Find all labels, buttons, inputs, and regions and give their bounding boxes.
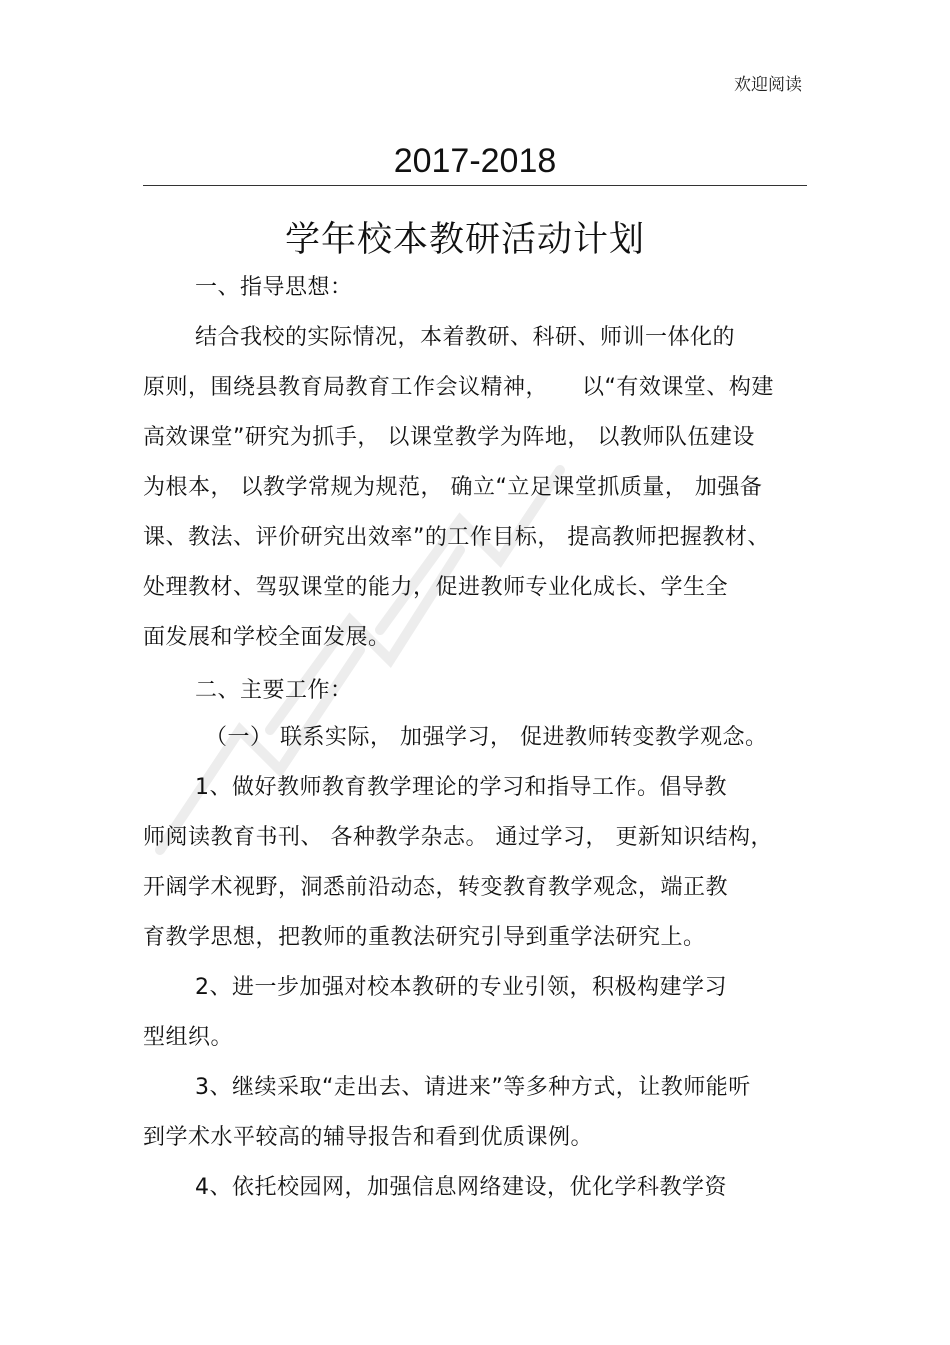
body-line: 2、进一步加强对校本教研的专业引领，积极构建学习	[195, 975, 727, 1000]
body-line: 为根本， 以教学常规为规范， 确立“立足课堂抓质量， 加强备	[143, 475, 763, 500]
body-line: 二、主要工作：	[195, 678, 353, 703]
body-line: （一） 联系实际， 加强学习， 促进教师转变教学观念。	[205, 725, 768, 750]
body-line: 开阔学术视野，洞悉前沿动态，转变教育教学观念，端正教	[143, 875, 729, 900]
body-line: 师阅读教育书刊、 各种教学杂志。 通过学习， 更新知识结构，	[143, 825, 773, 850]
body-line: 课、教法、评价研究出效率”的工作目标， 提高教师把握教材、	[143, 525, 770, 550]
body-line: 1、做好教师教育教学理论的学习和指导工作。倡导教	[195, 775, 727, 800]
body-line: 型组织。	[143, 1025, 234, 1050]
document-title: 学年校本教研活动计划	[285, 220, 646, 260]
body-line: 原则，围绕县教育局教育工作会议精神， 以“有效课堂、构建	[143, 375, 774, 400]
page-header: 欢迎阅读	[734, 75, 802, 95]
body-line: 3、继续采取“走出去、请进来”等多种方式，让教师能听	[195, 1075, 751, 1100]
body-line: 处理教材、驾驭课堂的能力，促进教师专业化成长、学生全	[143, 575, 729, 600]
body-line: 结合我校的实际情况，本着教研、科研、师训一体化的	[195, 325, 736, 350]
document-year: 2017-2018	[393, 142, 557, 180]
body-line: 高效课堂”研究为抓手， 以课堂教学为阵地， 以教师队伍建设	[143, 425, 755, 450]
body-line: 面发展和学校全面发展。	[143, 625, 391, 650]
body-line: 一、指导思想：	[195, 275, 353, 300]
title-divider	[143, 185, 807, 186]
body-line: 4、依托校园网，加强信息网络建设，优化学科教学资	[195, 1175, 727, 1200]
body-line: 育教学思想，把教师的重教法研究引导到重学法研究上。	[143, 925, 706, 950]
body-line: 到学术水平较高的辅导报告和看到优质课例。	[143, 1125, 594, 1150]
